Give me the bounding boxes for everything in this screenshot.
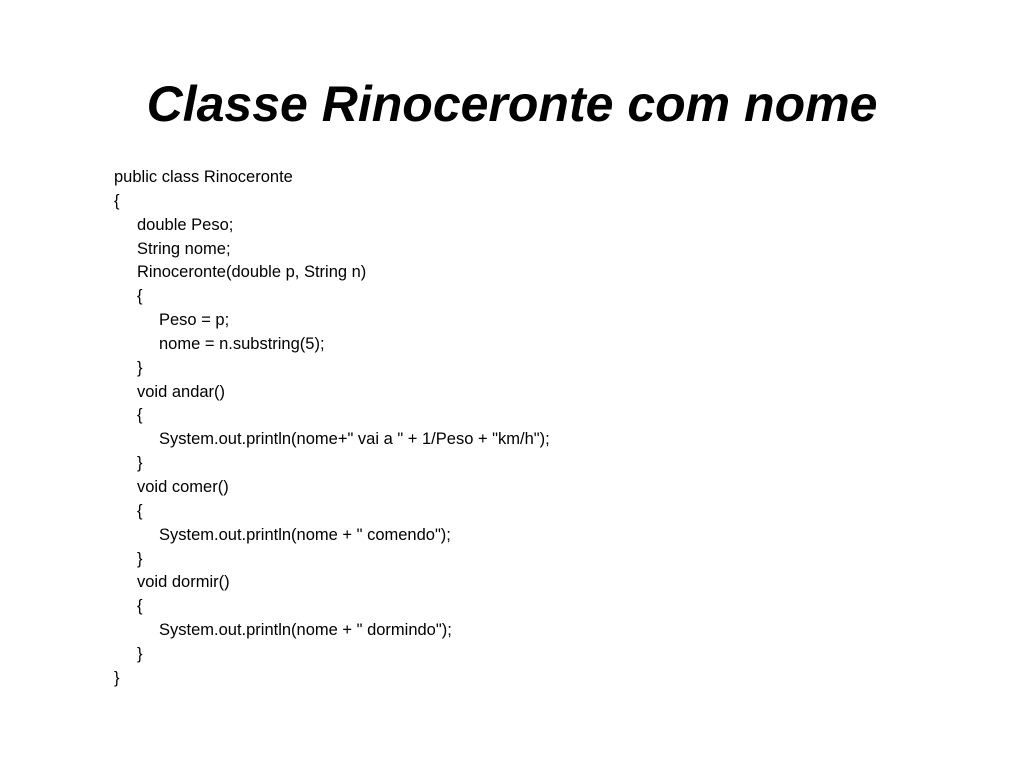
code-line: } [137, 454, 143, 473]
code-line: void dormir() [137, 573, 230, 592]
code-line: { [137, 501, 143, 520]
code-line: { [137, 597, 143, 616]
code-line: { [137, 406, 143, 425]
code-line: } [137, 644, 143, 663]
code-line: System.out.println(nome + " dormindo"); [159, 621, 452, 640]
code-line: } [137, 549, 143, 568]
code-line: nome = n.substring(5); [159, 334, 325, 353]
code-line: void andar() [137, 382, 226, 401]
code-line: { [137, 287, 143, 306]
code-line: public class Rinoceronte [114, 168, 293, 186]
code-line: void comer() [137, 477, 229, 496]
code-line: double Peso; [137, 215, 234, 234]
slide-title: Classe Rinoceronte com nome [146, 76, 878, 132]
code-line: Rinoceronte(double p, String n) [137, 263, 367, 282]
code-line: String nome; [137, 239, 231, 258]
code-line: System.out.println(nome+" vai a " + 1/Peso + "km/h"); [159, 430, 550, 449]
code-line: } [137, 358, 143, 377]
code-line: System.out.println(nome + " comendo"); [159, 525, 451, 544]
code-line: Peso = p; [159, 311, 230, 330]
code-block [114, 166, 550, 691]
code-line: } [114, 668, 120, 687]
code-line: { [114, 191, 120, 210]
